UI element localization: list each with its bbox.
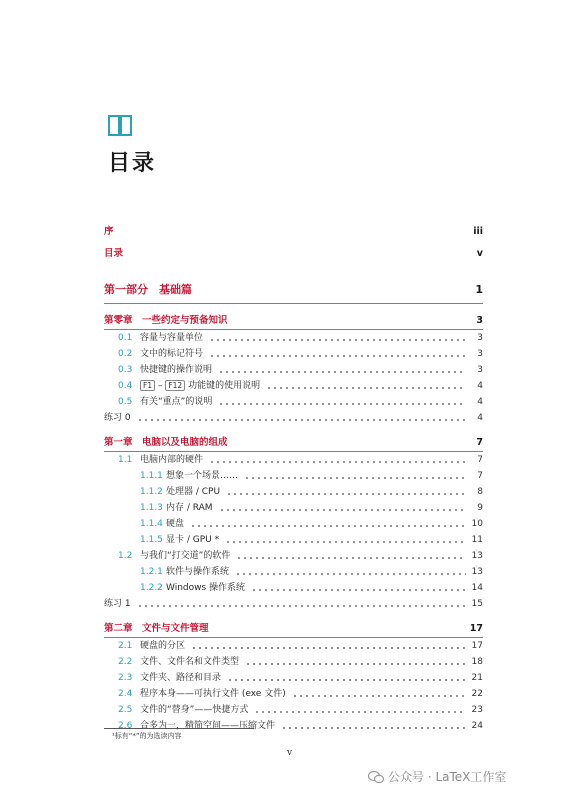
toc-section-0-1[interactable]: 0.1 容量与容量单位 3 [118,333,483,343]
toc-subsection-1-1-1[interactable]: 1.1.1 想象一个场景…… 7 [140,471,483,481]
toc-section-0-3[interactable]: 0.3 快捷键的操作说明 3 [118,365,483,375]
watermark [368,768,506,785]
toc-chapter-2[interactable]: 第二章 文件与文件管理 17 [104,620,483,638]
toc-section-0-4[interactable]: 0.4 F1 – F12 功能键的使用说明 4 [118,381,483,391]
toc-section-1-1[interactable]: 1.1 电脑内部的硬件 7 [118,455,483,465]
toc-section-0-5[interactable]: 0.5 有关“重点”的说明 4 [118,397,483,407]
toc-subsection-1-1-5[interactable]: 1.1.5 显卡 / GPU * 11 [140,535,483,545]
toc-subsection-1-1-3[interactable]: 1.1.3 内存 / RAM 9 [140,503,483,513]
toc-section-2-4[interactable]: 2.4 程序本身——可执行文件 (exe 文件) 22 [118,689,483,699]
toc-part-1[interactable]: 第一部分 基础篇 1 [104,281,483,304]
toc-entry-contents[interactable]: 目录 v [104,248,483,259]
toc-exercise-1[interactable]: 练习 1 15 [104,599,483,609]
key-f12: F12 [165,380,185,391]
wechat-icon [368,770,384,784]
table-of-contents [104,223,483,734]
toc-subsection-1-1-4[interactable]: 1.1.4 硬盘 10 [140,519,483,529]
toc-section-2-2[interactable]: 2.2 文件、文件名和文件类型 18 [118,657,483,667]
toc-section-2-6[interactable]: 2.6 合多为一，精简空间——压缩文件 24 [118,721,483,731]
footnote-rule [104,728,254,729]
toc-subsection-1-2-2[interactable]: 1.2.2 Windows 操作系统 14 [140,583,483,593]
page-number: v [287,748,293,758]
toc-chapter-0[interactable]: 第零章 一些约定与预备知识 3 [104,312,483,330]
toc-section-2-5[interactable]: 2.5 文件的“替身”——快捷方式 23 [118,705,483,715]
toc-chapter-1[interactable]: 第一章 电脑以及电脑的组成 7 [104,434,483,452]
toc-section-0-2[interactable]: 0.2 文中的标记符号 3 [118,349,483,359]
book-icon [108,115,132,136]
page-title: 目录 [108,151,157,176]
watermark-text: 公众号 · LaTeX工作室 [388,770,507,784]
toc-section-2-1[interactable]: 2.1 硬盘的分区 17 [118,641,483,651]
toc-section-1-2[interactable]: 1.2 与我们“打交道”的软件 13 [118,551,483,561]
footnote: ¹标有“*”的为选读内容 [112,732,182,740]
toc-entry-preface[interactable]: 序 iii [104,226,483,237]
toc-section-2-3[interactable]: 2.3 文件夹、路径和目录 21 [118,673,483,683]
toc-subsection-1-1-2[interactable]: 1.1.2 处理器 / CPU 8 [140,487,483,497]
key-f1: F1 [140,380,155,391]
toc-exercise-0[interactable]: 练习 0 4 [104,413,483,423]
toc-subsection-1-2-1[interactable]: 1.2.1 软件与操作系统 13 [140,567,483,577]
